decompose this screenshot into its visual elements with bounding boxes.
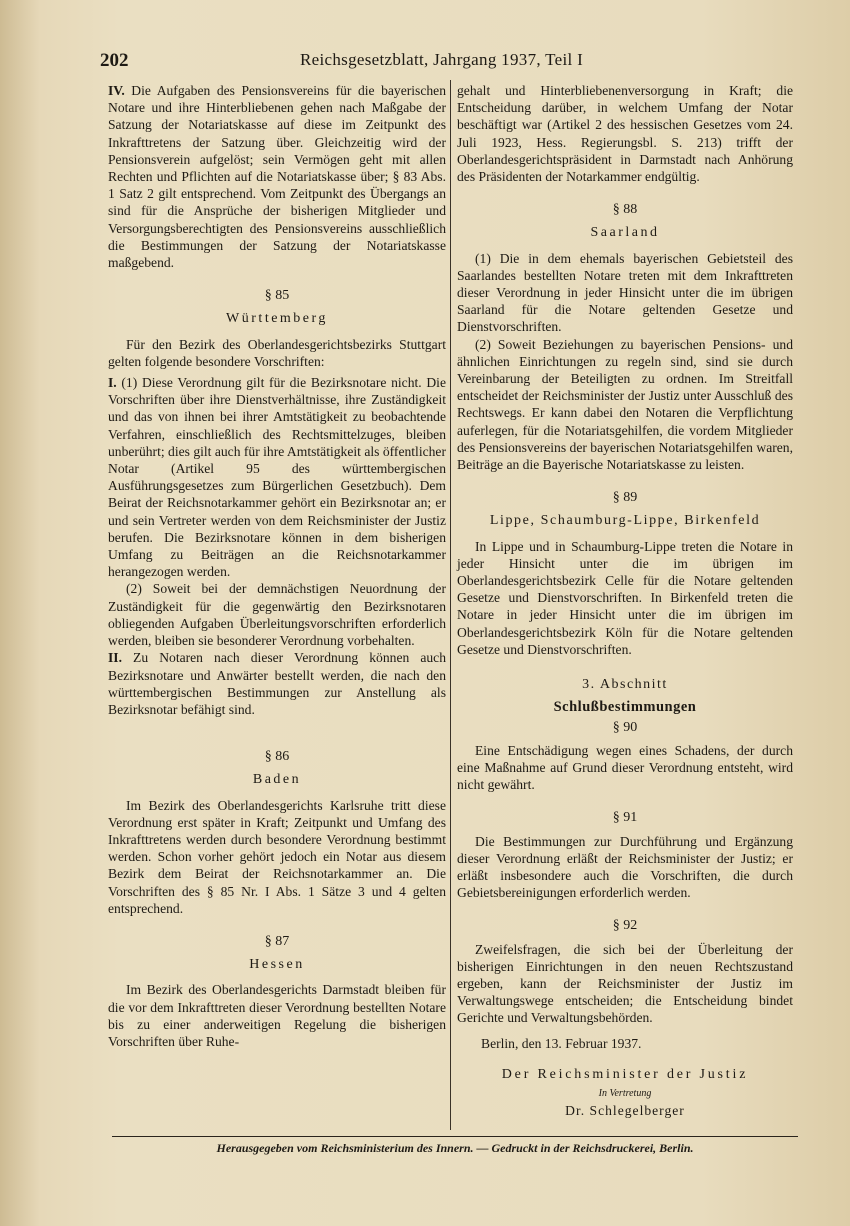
- roman-numeral: IV.: [108, 83, 125, 98]
- section-92-text: Zweifelsfragen, die sich bei der Überleitung der bisherigen Einrichtungen in den neuen Rechtszustand ergeben, kann der Reichsminister der Justiz im Verwaltungswege entscheiden; die Entscheidung bindet Gerichte und Verwaltungsbehörden.: [457, 941, 793, 1026]
- right-column: [457, 82, 793, 1119]
- section-85-item-ii: [108, 649, 446, 718]
- paragraph-text: Zu Notaren nach dieser Verordnung können auch Bezirksnotare und Anwärter bestellt werden, die nach den württembergischen Bestimmungen zur Anstellung als Bezirksnotar befähigt sind.: [108, 650, 446, 717]
- section-89-heading: § 89: [612, 490, 638, 506]
- signer-name: Dr. Schlegelberger: [565, 1103, 685, 1119]
- paragraph-iv: [108, 82, 446, 271]
- roman-numeral: I.: [108, 375, 117, 391]
- section-88-para-2: (2) Soweit Beziehungen zu bayerischen Pensions- und ähnlichen Einrichtungen zu regeln sind, sind sie durch Vereinbarung der Beteiligten zu ordnen. Im Streitfall entscheidet der Reichsminister der Justiz unter Ausschluß des Rechtswegs. Er kann dabei den Notaren die Verpflichtung auferlegen, für die Notariatsgehilfen, die vordem Mitglieder des Pensionsvereins der bayerischen Notariatsgehilfen waren, Beiträge an die Bayerische Notariatskasse zu leisten.: [457, 336, 793, 473]
- paragraph-text: (1) Diese Verordnung gilt für die Bezirksnotare nicht. Die Vorschriften über ihre Dienstverhältnisse, ihre Zuständigkeit und das von ihnen bei ihrer Amtstätigkeit zu beobachtende Verfahren, einschließlich des Rechtsmittelzuges, bleiben unberührt; dies gilt auch für ihre Amtstätigkeit als öffentlicher Notar (Artikel 95 des württembergischen Ausführungsgesetzes zum Bürgerlichen Gesetzbuch). Dem Beirat der Reichsnotarkammer gehört ein Bezirksnotar an; er und sein Vertreter werden von dem Reichsminister der Justiz berufen. Die Bezirksnotare können in dem bisherigen Umfang zu Beiträgen an die Reichsnotarkammer herangezogen werden.: [108, 375, 446, 580]
- section-91-heading: § 91: [612, 810, 638, 826]
- section-89-text: In Lippe und in Schaumburg-Lippe treten die Notare in jeder Hinsicht unter die im übrigen im Oberlandesgerichtsbezirk Celle für die Notare geltenden Gesetze und Dienstvorschriften. In Birkenfeld treten die Notare in jeder Hinsicht unter die im übrigen im Oberlandesgerichtsbezirk Köln für die Notare geltenden Gesetze und Dienstvorschriften.: [457, 538, 793, 657]
- roman-numeral: II.: [108, 650, 122, 666]
- place-date: Berlin, den 13. Februar 1937.: [481, 1035, 642, 1051]
- section-88-para-1: (1) Die in dem ehemals bayerischen Gebietsteil des Saarlandes bestellten Notare treten mit dem Inkrafttreten dieser Verordnung in jeder Hinsicht unter die im übrigen Saarland für die Notare geltenden Gesetze und Dienstvorschriften.: [457, 250, 793, 335]
- section-87-continued: gehalt und Hinterbliebenenversorgung in Kraft; die Entscheidung darüber, in welchem Umfang der Notar beschäftigt war (Artikel 2 des hessischen Gesetzes vom 24. Juli 1923, Hess. Regierungsbl. S. 213) trifft der Oberlandesgerichtspräsident in Darmstadt nach Anhörung des Präsidenten der Notarkammer endgültig.: [457, 83, 793, 185]
- section-86-text: Im Bezirk des Oberlandesgerichts Karlsruhe tritt diese Verordnung erst später in Kraft; Zeitpunkt und Umfang des Inkrafttretens werden durch besondere Verordnung bestimmt werden. Schon vorher gehört jedoch ein Notar aus diesem Bezirk dem Beirat der Reichsnotarkammer an. Die Vorschriften des § 85 Nr. I Abs. 1 Sätze 3 und 4 gelten entsprechend.: [108, 797, 446, 916]
- left-column: [108, 82, 446, 1050]
- chapter-title: Schlußbestimmungen: [553, 699, 697, 716]
- column-divider: [450, 80, 451, 1130]
- running-head: Reichsgesetzblatt, Jahrgang 1937, Teil I: [300, 50, 584, 69]
- section-91-text: Die Bestimmungen zur Durchführung und Ergänzung dieser Verordnung erläßt der Reichsminister der Justiz; er erläßt insbesondere auch die Vorschriften, die durch Gebietsbereinigungen erforderlich werden.: [457, 833, 793, 901]
- section-92-heading: § 92: [612, 918, 638, 934]
- section-90-text: Eine Entschädigung wegen eines Schadens, der durch eine Maßnahme auf Grund dieser Verordnung entsteht, wird nicht gewährt.: [457, 742, 793, 793]
- section-86-heading: § 86: [264, 749, 290, 765]
- page-header: [100, 50, 800, 74]
- page-number: 202: [100, 50, 129, 71]
- section-87-heading: § 87: [264, 933, 290, 949]
- section-85-item-i: [108, 374, 446, 580]
- section-85-item-i-2: (2) Soweit bei der demnächstigen Neuordnung der Zuständigkeit für die gegenwärtig den Bezirksnotaren obliegenden Aufgaben Überleitungsvorschriften erforderlich werden, bleiben sie besonderer Verordnung vorbehalten.: [108, 581, 446, 649]
- section-85-heading: § 85: [264, 288, 290, 304]
- section-88-title: Saarland: [590, 225, 660, 241]
- signatory-title: Der Reichsminister der Justiz: [501, 1066, 749, 1082]
- footer-rule: [112, 1136, 798, 1137]
- section-87-title: Hessen: [249, 957, 305, 973]
- in-vertretung: In Vertretung: [598, 1087, 652, 1099]
- section-90-heading: § 90: [612, 719, 638, 735]
- paragraph-text: Die Aufgaben des Pensionsvereins für die bayerischen Notare und ihre Hinterbliebenen gehen nach Maßgabe der Satzung der Notariatskasse auf diese im Zeitpunkt des Inkrafttretens der Satzung über. Gleichzeitig wird der Pensionsverein aufgelöst; sein Vermögen geht mit allen Rechten und Pflichten auf die Notariatskasse über; § 83 Abs. 1 Satz 2 gilt entsprechend. Vom Zeitpunkt des Übergangs an sind für die Ansprüche der bisherigen Mitglieder und Versorgungsberechtigten des Pensionsvereins ausschließlich die Bestimmungen der Satzung der Notariatskasse maßgebend.: [108, 83, 446, 271]
- section-86-title: Baden: [252, 772, 302, 788]
- chapter-heading: 3. Abschnitt: [582, 677, 668, 693]
- section-88-heading: § 88: [612, 202, 638, 218]
- section-85-title: Württemberg: [226, 311, 328, 327]
- section-85-intro: Für den Bezirk des Oberlandesgerichtsbezirks Stuttgart gelten folgende besondere Vorschriften:: [108, 336, 446, 369]
- section-87-text: Im Bezirk des Oberlandesgerichts Darmstadt bleiben für die vor dem Inkrafttreten dieser Verordnung bestellten Notare bis zu einer anderweitigen Regelung die bisherigen Vorschriften über Ruhe-: [108, 982, 446, 1049]
- section-89-title: Lippe, Schaumburg-Lippe, Birkenfeld: [489, 513, 761, 529]
- footer-imprint: Herausgegeben vom Reichsministerium des Innern. — Gedruckt in der Reichsdruckerei, Berlin.: [216, 1141, 694, 1155]
